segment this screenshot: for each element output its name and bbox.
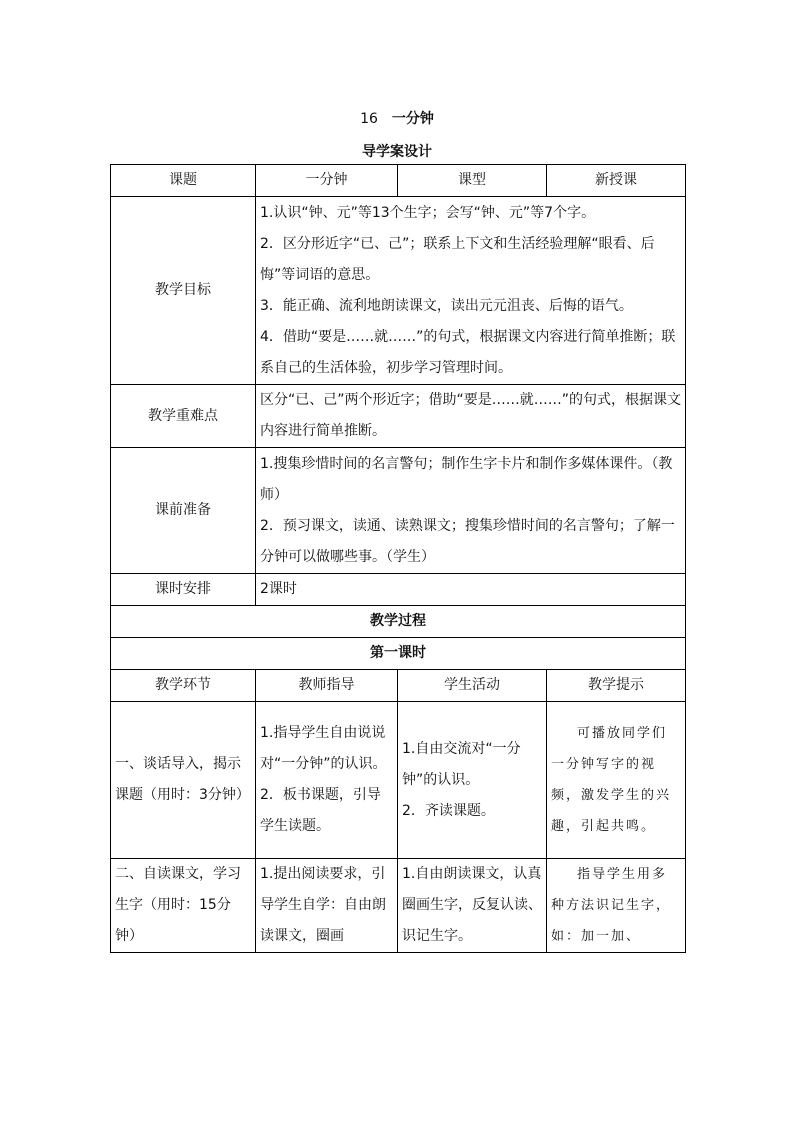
- lesson-title-text: 一分钟: [391, 111, 434, 127]
- hours-label: 课时安排: [111, 574, 256, 606]
- tip-cell: [547, 702, 686, 859]
- type-value: 新授课: [547, 165, 686, 197]
- table-row: [111, 702, 686, 859]
- student-item: 1.自由交流对“一分钟”的认识。: [402, 740, 521, 788]
- process-heading: 教学过程: [111, 606, 686, 638]
- period-heading: 第一课时: [111, 638, 686, 670]
- tip-text: 指导学生用多种方法识记生字，如：加一加、: [551, 867, 672, 944]
- keypoints-label: 教学重难点: [111, 385, 256, 448]
- column-header: 教学提示: [547, 670, 686, 702]
- student-item: 2．齐读课题。: [402, 802, 495, 819]
- topic-label: 课题: [111, 165, 256, 197]
- tip-text: 可播放同学们一分钟写字的视频，激发学生的兴趣，引起共鸣。: [551, 726, 672, 834]
- teacher-item: 2．板书课题，引导学生读题。: [260, 787, 381, 834]
- prep-item: 2．预习课文，读通、读熟课文；搜集珍惜时间的名言警句；了解一分钟可以做哪些事。（学生）: [260, 517, 675, 565]
- student-cell: [398, 702, 547, 859]
- goals-row: [111, 197, 686, 385]
- goal-item: 3．能正确、流利地朗读课文，读出元元沮丧、后悔的语气。: [260, 297, 633, 314]
- column-header: 学生活动: [398, 670, 547, 702]
- topic-row: [111, 165, 686, 197]
- topic-value: 一分钟: [256, 165, 398, 197]
- column-header: 教学环节: [111, 670, 256, 702]
- prep-cell: [256, 448, 686, 574]
- stage-text: 二、自读课文，学习生字（用时：15分钟）: [115, 866, 241, 944]
- table-row: [111, 859, 686, 953]
- goal-item: 1.认识“钟、元”等13个生字；会写“钟、元”等7个字。: [260, 204, 596, 221]
- student-item: 1.自由朗读课文，认真圈画生字，反复认读、识记生字。: [402, 866, 542, 944]
- hours-value: 2课时: [256, 574, 686, 606]
- teacher-cell: [256, 859, 398, 953]
- stage-cell: [111, 859, 256, 953]
- student-cell: [398, 859, 547, 953]
- period-heading-row: [111, 638, 686, 670]
- lesson-number: 16: [360, 111, 378, 127]
- stage-cell: 一、谈话导入，揭示课题（用时：3分钟）: [111, 702, 256, 859]
- prep-label: 课前准备: [111, 448, 256, 574]
- goal-item: 4．借助“要是……就……”的句式，根据课文内容进行简单推断；联系自己的生活体验，初步学习管理时间。: [260, 328, 676, 376]
- keypoints-row: [111, 385, 686, 448]
- lesson-plan-table: [110, 164, 686, 953]
- teacher-item: 1.指导学生自由说说对“一分钟”的认识。: [260, 725, 387, 772]
- teacher-cell: [256, 702, 398, 859]
- prep-row: [111, 448, 686, 574]
- column-header: 教师指导: [256, 670, 398, 702]
- keypoints-value: 区分“已、己”两个形近字；借助“要是……就……”的句式，根据课文内容进行简单推断。: [256, 385, 686, 448]
- prep-item: 1.搜集珍惜时间的名言警句；制作生字卡片和制作多媒体课件。（教师）: [260, 455, 673, 503]
- process-heading-row: [111, 606, 686, 638]
- tip-cell: [547, 859, 686, 953]
- goals-label: 教学目标: [111, 197, 256, 385]
- goal-item: 2．区分形近字“已、己”；联系上下文和生活经验理解“眼看、后悔”等词语的意思。: [260, 235, 655, 283]
- lesson-title: [0, 108, 794, 128]
- hours-row: [111, 574, 686, 606]
- process-header-row: [111, 670, 686, 702]
- teacher-item: 1.提出阅读要求，引导学生自学：自由朗读课文，圈画: [260, 866, 386, 944]
- goals-cell: [256, 197, 686, 385]
- document-subtitle: 导学案设计: [362, 144, 432, 160]
- type-label: 课型: [398, 165, 547, 197]
